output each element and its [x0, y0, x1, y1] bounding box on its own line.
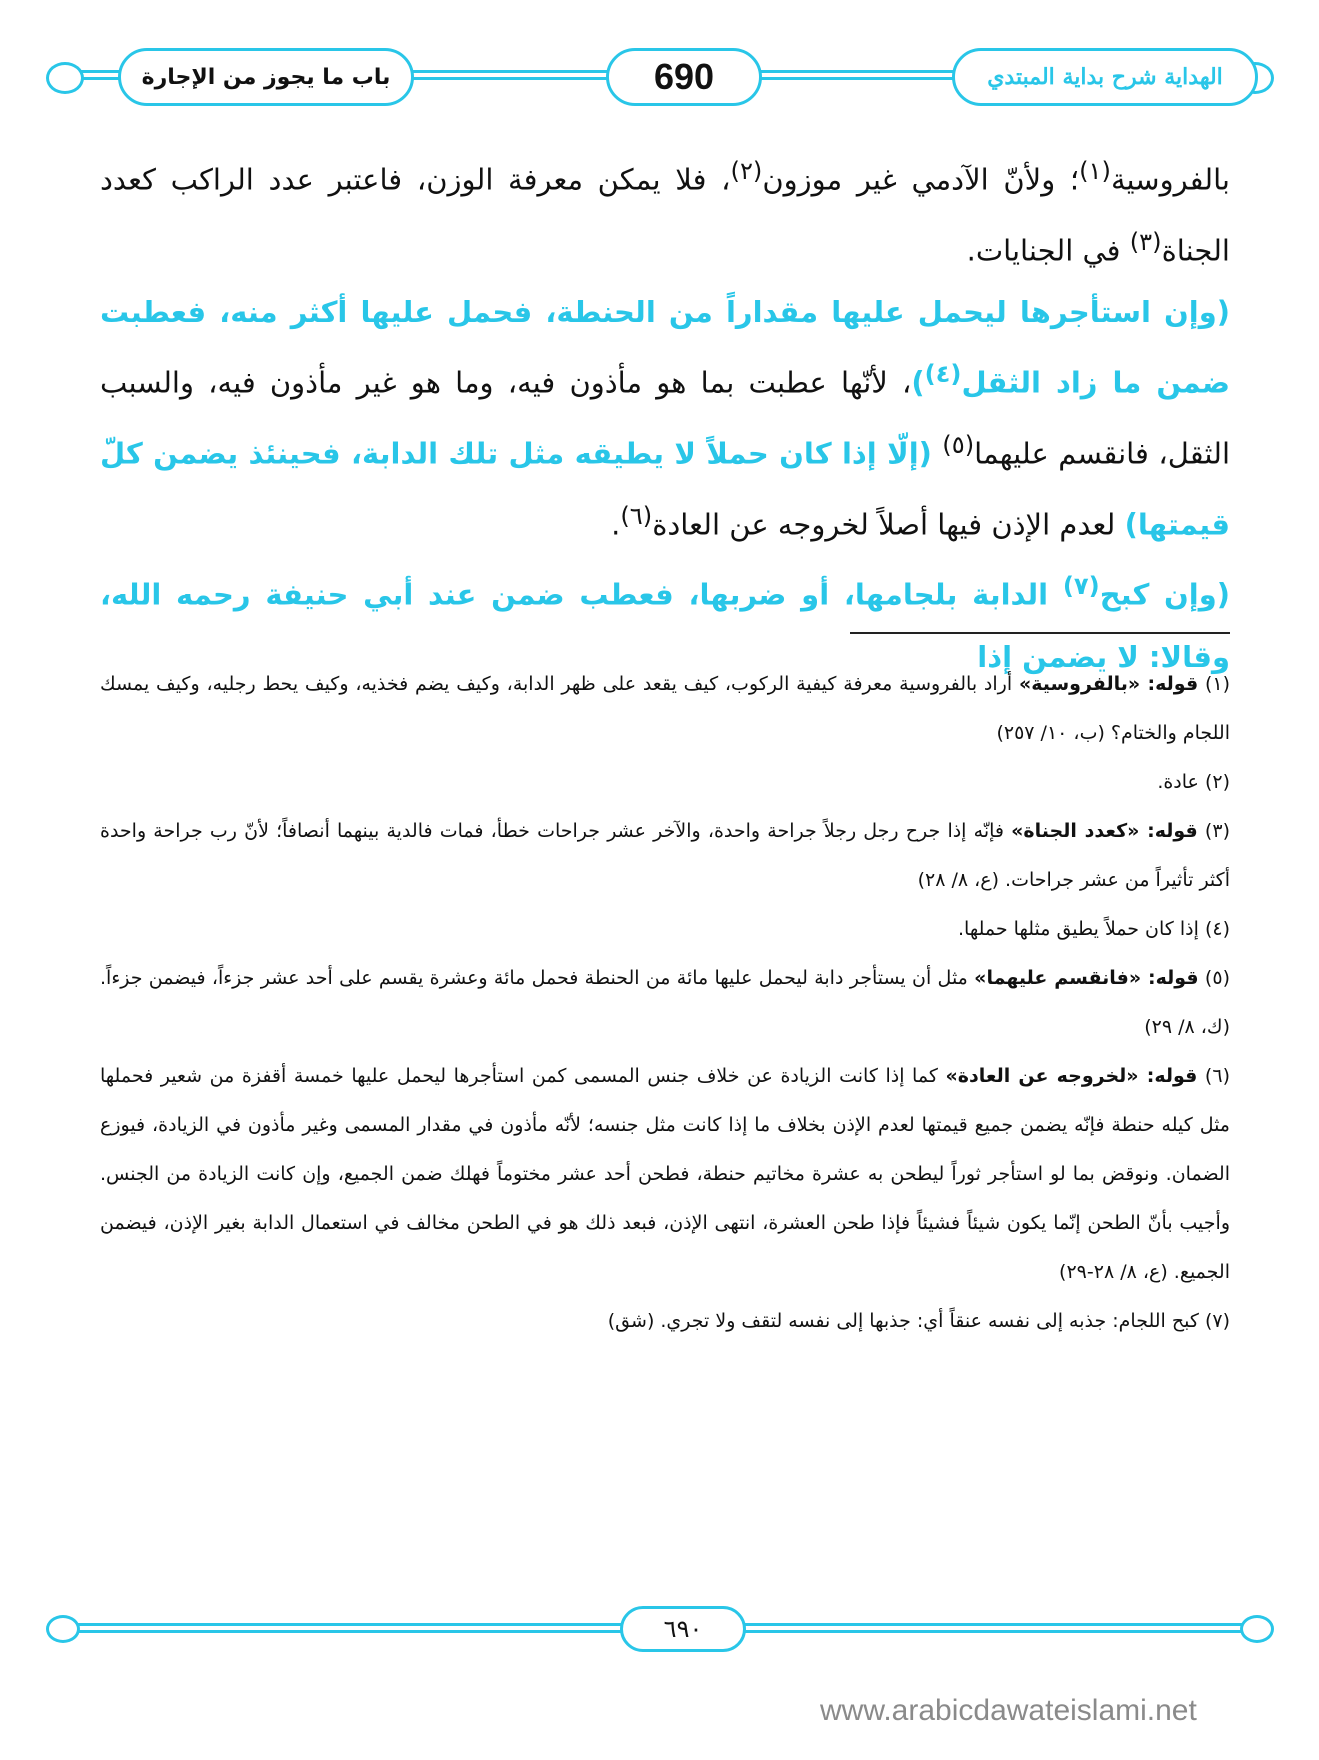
footnote-number: (٢)	[1198, 771, 1230, 793]
footnote-number: (٧)	[1198, 1310, 1230, 1332]
matn-text: )	[911, 365, 925, 400]
text-run: ، فلا يمكن معرفة الوزن، فاعتبر عدد الراكب كعدد الجناة	[100, 162, 1230, 268]
footnote-text: أراد بالفروسية معرفة كيفية الركوب، كيف يقعد على ظهر الدابة، وكيف يضم فخذيه، وكيف يحط رجليه، وكيف يمسك اللجام والختام؟ (ب، ١٠/ ٢٥٧)	[100, 673, 1230, 744]
main-text	[100, 140, 1230, 688]
sharh-text: لعدم الإذن فيها أصلاً لخروجه عن العادة	[652, 507, 1125, 542]
footer-ornament-left	[46, 1615, 80, 1643]
footer-page-number: ٦٩٠	[620, 1606, 746, 1652]
footnote-divider	[850, 632, 1230, 634]
footnote	[100, 954, 1230, 1052]
matn-text: (إلّا إذا كان حملاً لا يطيقه مثل تلك الدابة، فحينئذ يضمن كلّ قيمتها)	[100, 436, 1230, 542]
footnote-ref: (٢)	[730, 157, 763, 185]
footnotes	[100, 660, 1230, 1346]
footnote	[100, 905, 1230, 954]
footnote-number: (١)	[1198, 673, 1230, 695]
matn-text: الدابة بلجامها، أو ضربها، فعطب ضمن عند أبي حنيفة رحمه الله، وقالا: لا يضمن إذا	[100, 577, 1230, 674]
footnote-label: قوله: «فانقسم عليهما»	[974, 967, 1199, 989]
footnote-text: مثل أن يستأجر دابة ليحمل عليها مائة من الحنطة فحمل مائة وعشرة يقسم على أحد عشر جزءاً، فيضمن جزءاً. (ك، ٨/ ٢٩)	[100, 967, 1230, 1038]
paragraph-1	[100, 140, 1230, 281]
footnote-ref: (٦)	[620, 501, 653, 530]
footnote	[100, 1052, 1230, 1297]
text-run: بالفروسية	[1110, 162, 1230, 197]
footnote-text: كما إذا كانت الزيادة عن خلاف جنس المسمى كمن استأجرها ليحمل عليها خمسة أقفزة من شعير فحملها مثل كيله حنطة فإنّه يضمن جميع قيمتها لعدم الإذن بخلاف ما إذا كانت مثل جنسه؛ لأنّه مأذون في مقدار المسمى وغير مأذون في الزيادة، فيوزع الضمان. ونوقض بما لو استأجر ثوراً ليطحن به عشرة مخاتيم حنطة، فطحن أحد عشر مختوماً فهلك ضمن الجميع، وإن كانت الزيادة من الجنس. وأجيب بأنّ الطحن إنّما يكون شيئاً فشيئاً فإذا طحن العشرة، انتهى الإذن، فبعد ذلك هو في الطحن مخالف في استعمال الدابة بغير الإذن، فيضمن الجميع. (ع، ٨/ ٢٨-٢٩)	[100, 1065, 1230, 1283]
footnote-text: عادة.	[1157, 771, 1199, 793]
sharh-text: ، لأنّها عطبت بما هو مأذون فيه، وما هو غير مأذون فيه، والسبب الثقل، فانقسم عليهما	[100, 365, 1231, 471]
book-title-cartouche	[952, 48, 1258, 106]
footnote-label: قوله: «لخروجه عن العادة»	[945, 1065, 1198, 1087]
page-footer	[40, 1600, 1280, 1656]
section-title-cartouche	[118, 48, 414, 106]
footnote-label: قوله: «كعدد الجناة»	[1011, 820, 1198, 842]
footnote-text: كبح اللجام: جذبه إلى نفسه عنقاً أي: جذبها إلى نفسه لتقف ولا تجري. (شق)	[607, 1310, 1199, 1332]
footnote-ref: (٤)	[924, 360, 962, 389]
page-header	[40, 40, 1280, 112]
text-run: .	[611, 507, 621, 542]
paragraph-2	[100, 281, 1230, 555]
footnote-text: إذا كان حملاً يطيق مثلها حملها.	[958, 918, 1199, 940]
text-run: ؛ ولأنّ الآدمي غير موزون	[762, 162, 1080, 197]
footnote-number: (٦)	[1197, 1065, 1230, 1087]
book-title: الهداية شرح بداية المبتدي	[987, 64, 1223, 90]
footnote	[100, 807, 1230, 905]
footnote	[100, 758, 1230, 807]
watermark-url: www.arabicdawateislami.net	[820, 1694, 1197, 1727]
footnote-ref: (٧)	[1062, 572, 1100, 601]
footnote-text: فإنّه إذا جرح رجل رجلاً جراحة واحدة، والآخر عشر جراحات خطأ، فمات فالدية بينهما أنصافاً؛ لأنّ رب جراحة واحدة أكثر تأثيراً من عشر جراحات. (ع، ٨/ ٢٨)	[100, 820, 1230, 891]
matn-text: (وإن استأجرها ليحمل عليها مقداراً من الحنطة، فحمل عليها أكثر منه، فعطبت ضمن ما زاد الثقل	[100, 295, 1230, 400]
footer-ornament-right	[1240, 1615, 1274, 1643]
header-ornament-left	[46, 62, 84, 94]
matn-text: (وإن كبح	[1099, 577, 1231, 612]
section-title: باب ما يجوز من الإجارة	[141, 64, 391, 90]
footnote-number: (٣)	[1197, 820, 1230, 842]
footnote-ref: (١)	[1079, 157, 1111, 185]
footnote	[100, 1297, 1230, 1346]
text-run: في الجنايات.	[966, 233, 1130, 268]
footnote	[100, 660, 1230, 758]
footnote-number: (٤)	[1198, 918, 1230, 940]
page-number-cartouche	[606, 48, 762, 106]
footnote-label: قوله: «بالفروسية»	[1018, 673, 1199, 695]
footnote-ref: (٥)	[942, 430, 975, 459]
page-number: 690	[653, 56, 715, 97]
footnote-ref: (٣)	[1129, 227, 1162, 256]
footnote-number: (٥)	[1198, 967, 1230, 989]
